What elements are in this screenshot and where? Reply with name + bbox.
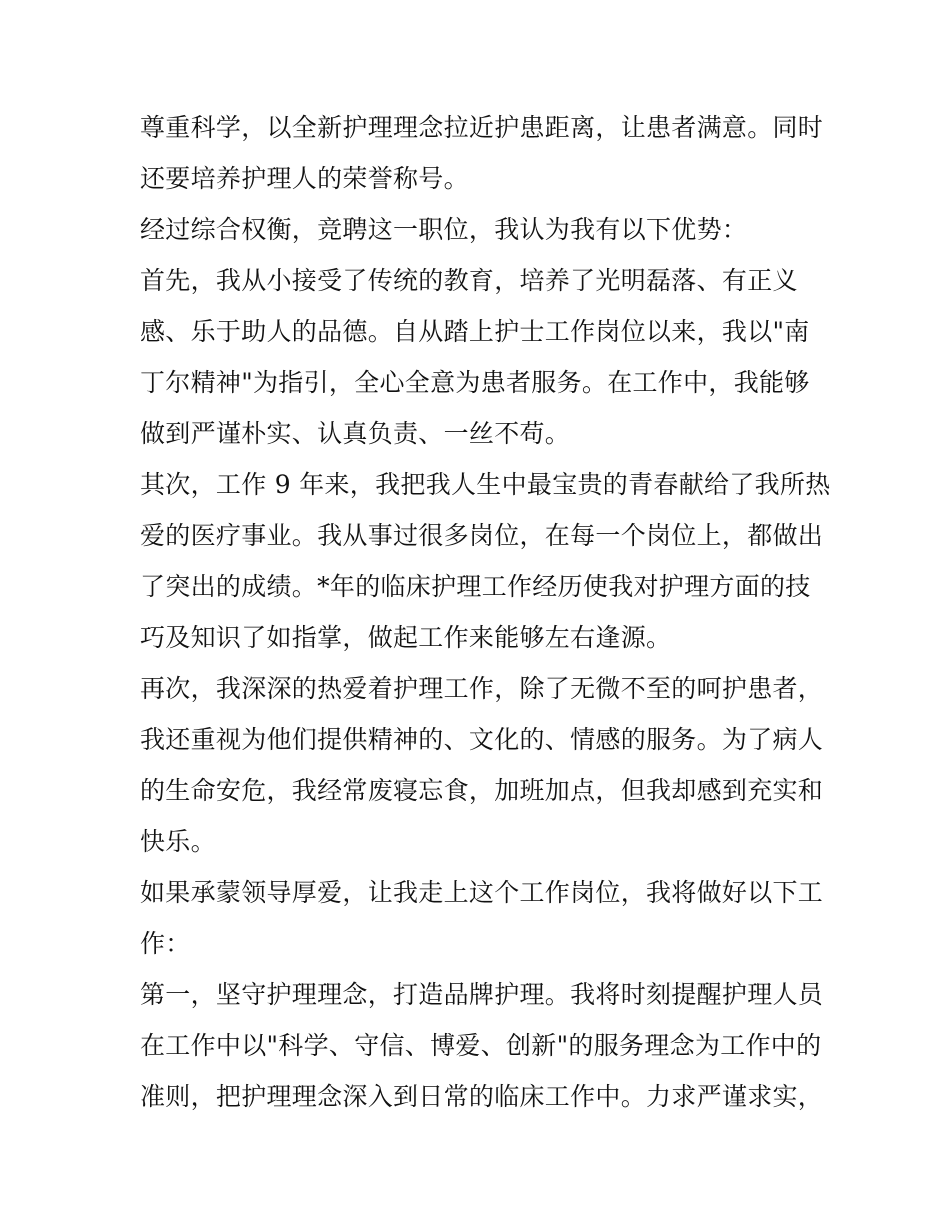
text-line: 的生命安危，我经常废寝忘食，加班加点，但我却感到充实和: [140, 776, 824, 805]
text-line: 爱的医疗事业。我从事过很多岗位，在每一个岗位上，都做出: [140, 521, 824, 550]
text-line: 尊重科学，以全新护理理念拉近护患距离，让患者满意。同时: [140, 113, 824, 142]
text-line: 作：: [140, 929, 191, 958]
text-line: 了突出的成绩。*年的临床护理工作经历使我对护理方面的技: [140, 572, 811, 601]
text-line: 感、乐于助人的品德。自从踏上护士工作岗位以来，我以"南: [140, 317, 810, 346]
text-line: 其次，工作 9 年来，我把我人生中最宝贵的青春献给了我所热: [140, 470, 831, 499]
text-line: 首先，我从小接受了传统的教育，培养了光明磊落、有正义: [140, 266, 798, 295]
document-body: [140, 102, 831, 1122]
text-line: 巧及知识了如指掌，做起工作来能够左右逢源。: [140, 623, 672, 652]
text-line: 如果承蒙领导厚爱，让我走上这个工作岗位，我将做好以下工: [140, 878, 824, 907]
text-line: 做到严谨朴实、认真负责、一丝不苟。: [140, 419, 571, 448]
text-line: 丁尔精神"为指引，全心全意为患者服务。在工作中，我能够: [140, 368, 810, 397]
text-line: 快乐。: [140, 827, 216, 856]
text-line: 在工作中以"科学、守信、博爱、创新"的服务理念为工作中的: [140, 1031, 822, 1060]
text-line: 准则，把护理理念深入到日常的临床工作中。力求严谨求实，: [140, 1082, 824, 1111]
text-line: 我还重视为他们提供精神的、文化的、情感的服务。为了病人: [140, 725, 824, 754]
text-line: 第一，坚守护理理念，打造品牌护理。我将时刻提醒护理人员: [140, 980, 824, 1009]
text-line: 还要培养护理人的荣誉称号。: [140, 164, 469, 193]
text-line: 再次，我深深的热爱着护理工作，除了无微不至的呵护患者，: [140, 674, 824, 703]
text-line: 经过综合权衡，竞聘这一职位，我认为我有以下优势：: [140, 215, 748, 244]
